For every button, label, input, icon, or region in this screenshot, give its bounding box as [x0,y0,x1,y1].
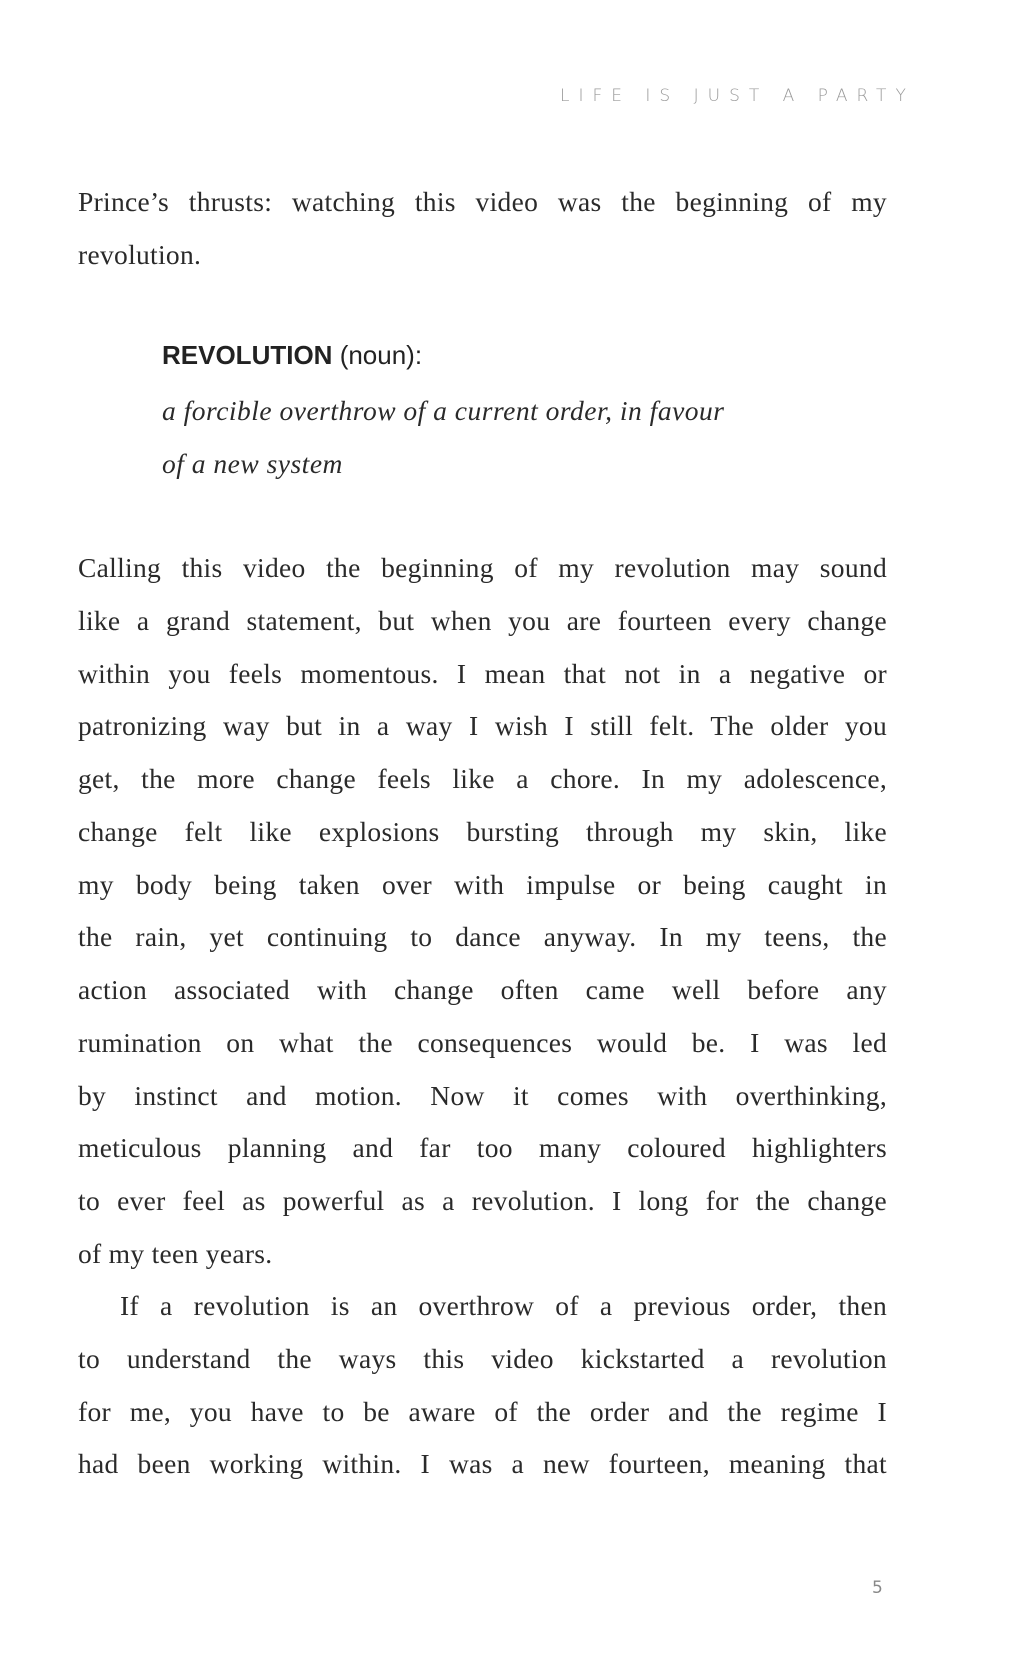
text-line: rumination on what the consequences would be. I was led [78,1026,887,1058]
text-line: had been working within. I was a new fourteen, meaning that [78,1448,887,1480]
text-line: to ever feel as powerful as a revolution. I long for the change [78,1185,887,1216]
text-line: If a revolution is an overthrow of a previous order, then [120,1290,887,1321]
text-line: of my teen years. [78,1237,273,1269]
text-line: get, the more change feels like a chore. In my adolescence, [78,763,887,794]
definition-heading [162,340,422,371]
text-line: meticulous planning and far too many coloured highlighters [78,1132,887,1164]
text-line: my body being taken over with impulse or being caught in [78,868,887,900]
text-line: change felt like explosions bursting through my skin, like [78,815,887,847]
text-line: revolution. [78,239,202,270]
text-line: by instinct and motion. Now it comes with overthinking, [78,1079,887,1111]
text-line: Calling this video the beginning of my revolution may sound [78,552,887,583]
definition-line: a forcible overthrow of a current order, in favour [162,395,725,426]
text-line: for me, you have to be aware of the order and the regime I [78,1395,887,1427]
definition-line: of a new system [162,448,343,479]
part-of-speech: (noun): [339,340,423,370]
running-head: LIFE IS JUST A PARTY [560,86,915,106]
text-line: to understand the ways this video kickstarted a revolution [78,1342,887,1374]
text-line: the rain, yet continuing to dance anyway. In my teens, the [78,921,887,953]
text-line: action associated with change often came well before any [78,974,887,1005]
page-number: 5 [872,1578,883,1598]
definition-term: REVOLUTION [162,340,333,370]
text-line: patronizing way but in a way I wish I still felt. The older you [78,710,887,742]
text-line: within you feels momentous. I mean that not in a negative or [78,657,887,689]
text-line: like a grand statement, but when you are fourteen every change [78,604,887,636]
text-line: Prince’s thrusts: watching this video was the beginning of my [78,186,887,217]
